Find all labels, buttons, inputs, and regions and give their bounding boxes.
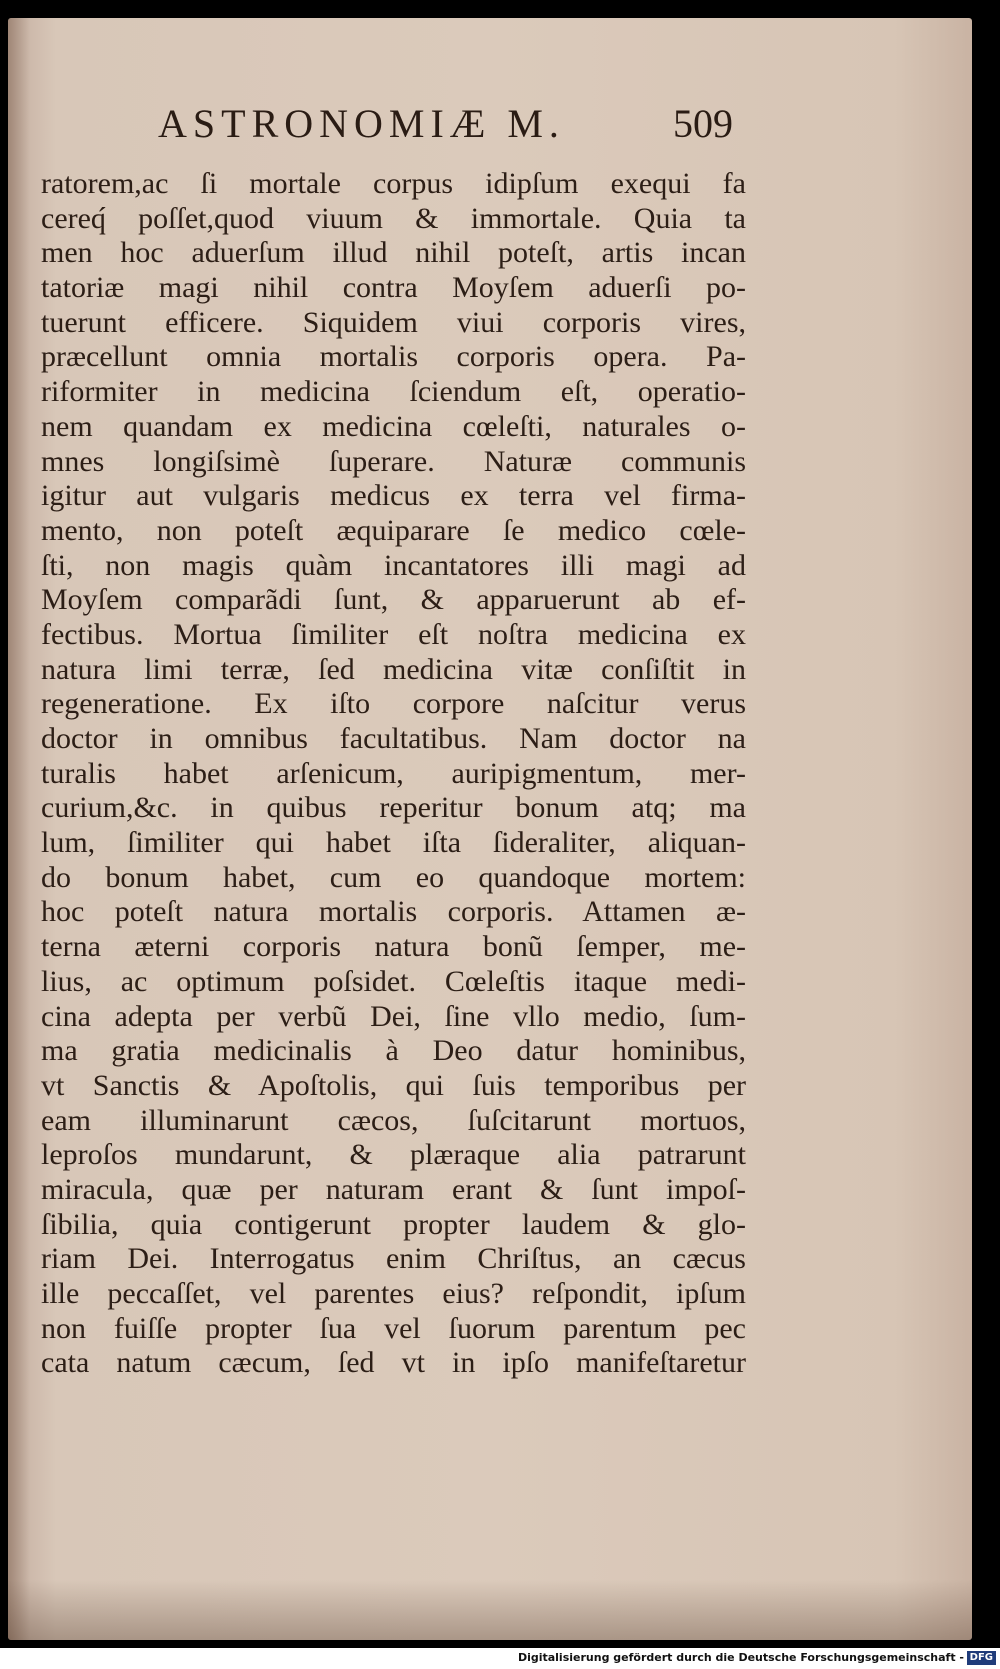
- text-line: turalis habet arſenicum, auripigmentum, mer-: [41, 756, 746, 790]
- text-line: riam Dei. Interrogatus enim Chriſtus, an cæcus: [41, 1242, 746, 1276]
- text-line: tatoriæ magi nihil contra Moyſem aduerſi po-: [41, 271, 746, 305]
- text-line: cereq́ poſſet,quod viuum & immortale. Quia ta: [41, 201, 746, 235]
- text-line: mnes longiſsimè ſuperare. Naturæ communis: [41, 444, 746, 478]
- text-line: mento, non poteſt æquiparare ſe medico cœle-: [41, 513, 746, 547]
- text-line: vt Sanctis & Apoſtolis, qui ſuis temporibus per: [41, 1068, 746, 1102]
- text-line: non fuiſſe propter ſua vel ſuorum parentum pec: [41, 1311, 746, 1345]
- text-line: cina adepta per verbũ Dei, ſine vllo medio, ſum-: [41, 999, 746, 1033]
- text-line: do bonum habet, cum eo quandoque mortem:: [41, 860, 746, 894]
- text-line: ſibilia, quia contigerunt propter laudem & glo-: [41, 1207, 746, 1241]
- text-line: terna æterni corporis natura bonũ ſemper, me-: [41, 930, 746, 964]
- text-line: miracula, quæ per naturam erant & ſunt impoſ-: [41, 1172, 746, 1206]
- text-line: igitur aut vulgaris medicus ex terra vel firma-: [41, 479, 746, 513]
- funding-credit: Digitalisierung gefördert durch die Deutsche Forschungsgemeinschaft -: [517, 1651, 964, 1664]
- text-line: curium,&c. in quibus reperitur bonum atq; ma: [41, 791, 746, 825]
- text-line: lum, ſimiliter qui habet iſta ſideraliter, aliquan-: [41, 826, 746, 860]
- text-line: ratorem,ac ſi mortale corpus idipſum exequi fa: [41, 167, 746, 200]
- text-line: eam illuminarunt cæcos, ſuſcitarunt mortuos,: [41, 1103, 746, 1137]
- body-text: [41, 167, 746, 1381]
- text-line: nem quandam ex medicina cœleſti, naturales o-: [41, 409, 746, 443]
- text-line: regeneratione. Ex iſto corpore naſcitur verus: [41, 687, 746, 721]
- text-line: præcellunt omnia mortalis corporis opera. Pa-: [41, 340, 746, 374]
- text-line: natura limi terræ, ſed medicina vitæ conſiſtit in: [41, 652, 746, 686]
- text-line: tuerunt efficere. Siquidem viui corporis vires,: [41, 305, 746, 339]
- text-line: ma gratia medicinalis à Deo datur hominibus,: [41, 1034, 746, 1068]
- book-page: [8, 18, 972, 1640]
- page-number: 509: [673, 101, 733, 146]
- running-head: ASTRONOMIÆ M.: [158, 101, 565, 146]
- text-line: ſti, non magis quàm incantatores illi magi ad: [41, 548, 746, 582]
- text-line: lius, ac optimum poſsidet. Cœleſtis itaque medi-: [41, 964, 746, 998]
- text-line: men hoc aduerſum illud nihil poteſt, artis incan: [41, 236, 746, 270]
- text-line: ille peccaſſet, vel parentes eius? reſpondit, ipſum: [41, 1277, 746, 1310]
- text-line: Moyſem comparãdi ſunt, & apparuerunt ab ef-: [41, 583, 746, 617]
- footer-bar: [0, 1648, 1000, 1669]
- text-line: leproſos mundarunt, & plæraque alia patrarunt: [41, 1138, 746, 1172]
- text-line: cata natum cæcum, ſed vt in ipſo manifeſtaretur: [41, 1346, 746, 1380]
- text-line: fectibus. Mortua ſimiliter eſt noſtra medicina ex: [41, 617, 746, 651]
- text-line: riformiter in medicina ſciendum eſt, operatio-: [41, 375, 746, 409]
- text-line: hoc poteſt natura mortalis corporis. Attamen æ-: [41, 895, 746, 929]
- text-line: doctor in omnibus facultatibus. Nam doctor na: [41, 722, 746, 755]
- dfg-logo-icon: DFG: [967, 1651, 996, 1665]
